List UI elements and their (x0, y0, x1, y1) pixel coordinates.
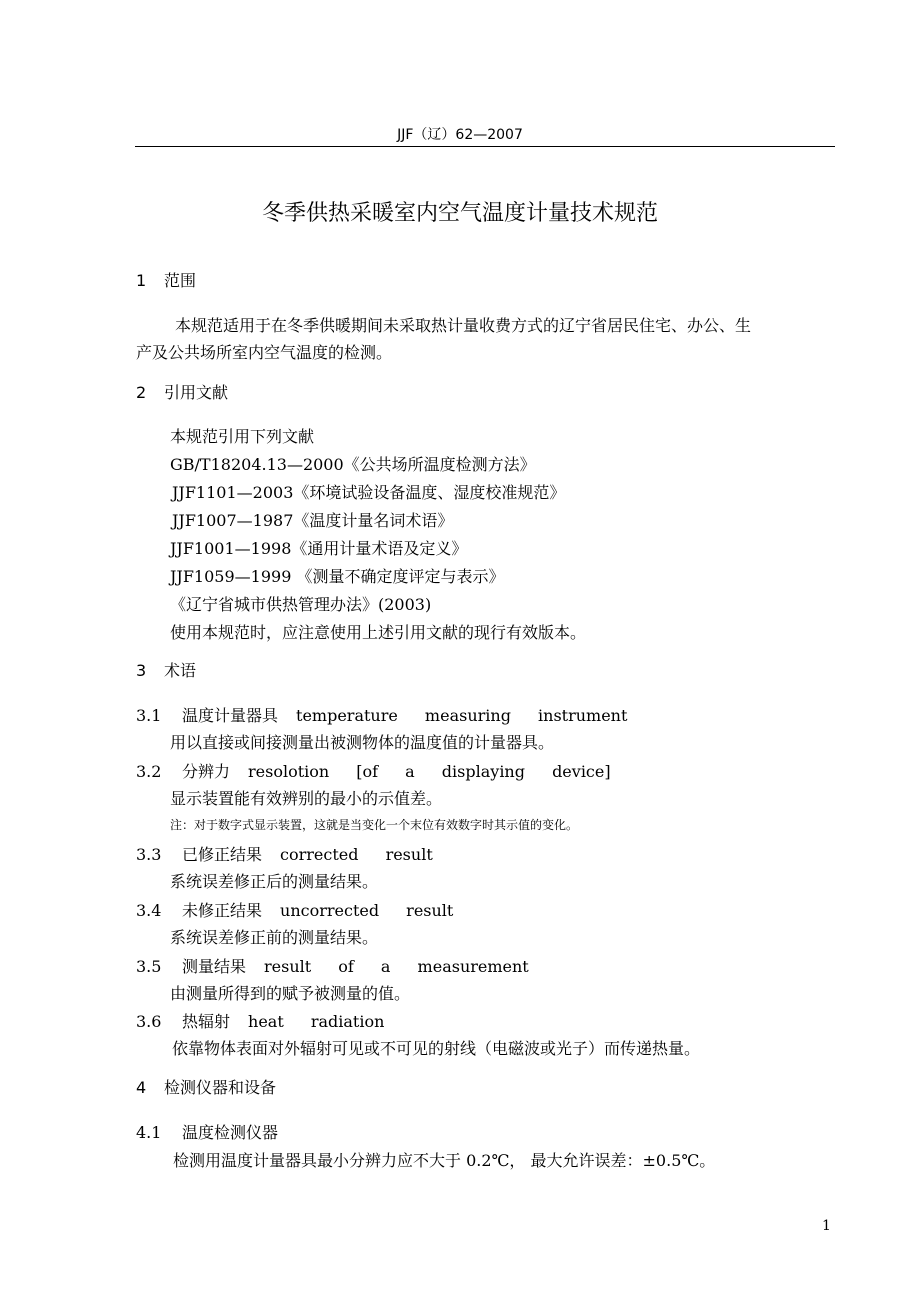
term-heading (136, 842, 433, 865)
term-heading (136, 703, 627, 726)
term-chinese: 测量结果 (182, 957, 247, 976)
section-2-heading (136, 380, 228, 403)
document-code: JJF（辽）62—2007 (397, 127, 523, 143)
term-number: 3.3 (136, 845, 162, 864)
term-english: resolotion [of a displaying device] (248, 762, 611, 781)
section-1-heading (136, 268, 196, 291)
references-closing: 使用本规范时，应注意使用上述引用文献的现行有效版本。 (170, 623, 587, 642)
term-definition: 依靠物体表面对外辐射可见或不可见的射线（电磁波或光子）而传递热量。 (172, 1039, 701, 1058)
section-number: 3 (136, 661, 147, 680)
reference-item: JJF1001—1998《通用计量术语及定义》 (170, 539, 468, 558)
document-title: 冬季供热采暖室内空气温度计量技术规范 (261, 201, 658, 226)
term-chinese: 未修正结果 (182, 901, 263, 920)
term-definition: 系统误差修正前的测量结果。 (170, 928, 379, 947)
term-definition: 用以直接或间接测量出被测物体的温度值的计量器具。 (170, 733, 555, 752)
section-title: 检测仪器和设备 (164, 1078, 277, 1097)
page-number: 1 (822, 1218, 831, 1234)
reference-item: JJF1101—2003《环境试验设备温度、湿度校准规范》 (172, 483, 566, 502)
references-intro: 本规范引用下列文献 (170, 427, 315, 446)
term-english: corrected result (280, 845, 433, 864)
subsection-heading (136, 1120, 278, 1143)
reference-item: JJF1059—1999 《测量不确定度评定与表示》 (170, 567, 505, 586)
term-definition: 由测量所得到的赋予被测量的值。 (170, 984, 411, 1003)
term-heading (136, 954, 529, 977)
subsection-title: 温度检测仪器 (182, 1123, 279, 1142)
term-number: 3.1 (136, 706, 162, 725)
term-number: 3.5 (136, 957, 162, 976)
section-number: 1 (136, 271, 147, 290)
term-number: 3.2 (136, 762, 162, 781)
section-title: 术语 (164, 661, 197, 680)
term-number: 3.6 (136, 1012, 162, 1031)
term-definition: 系统误差修正后的测量结果。 (170, 872, 379, 891)
section-3-heading (136, 658, 196, 681)
subsection-number: 4.1 (136, 1123, 162, 1142)
term-english: result of a measurement (264, 957, 529, 976)
term-heading (136, 898, 453, 921)
term-english: heat radiation (248, 1012, 385, 1031)
section-1-paragraph-line-2: 产及公共场所室内空气温度的检测。 (136, 343, 393, 362)
term-english: uncorrected result (280, 901, 454, 920)
section-title: 范围 (164, 271, 197, 290)
term-note: 注：对于数字式显示装置，这就是当变化一个末位有效数字时其示值的变化。 (170, 818, 579, 832)
section-1-paragraph-line-1: 本规范适用于在冬季供暖期间未采取热计量收费方式的辽宁省居民住宅、办公、生 (175, 316, 752, 335)
section-number: 2 (136, 383, 147, 402)
term-heading (136, 759, 611, 782)
term-definition: 显示装置能有效辨别的最小的示值差。 (170, 789, 443, 808)
reference-item: 《辽宁省城市供热管理办法》(2003) (170, 595, 432, 614)
subsection-text: 检测用温度计量器具最小分辨力应不大于 0.2℃， 最大允许误差：±0.5℃。 (173, 1151, 716, 1170)
term-heading (136, 1009, 384, 1032)
term-chinese: 热辐射 (182, 1012, 231, 1031)
reference-item: GB/T18204.13—2000《公共场所温度检测方法》 (170, 455, 536, 474)
term-chinese: 温度计量器具 (182, 706, 279, 725)
section-4-heading (136, 1075, 276, 1098)
term-number: 3.4 (136, 901, 162, 920)
term-chinese: 已修正结果 (182, 845, 263, 864)
section-title: 引用文献 (164, 383, 229, 402)
reference-item: JJF1007—1987《温度计量名词术语》 (172, 511, 454, 530)
header-divider (135, 146, 835, 147)
term-english: temperature measuring instrument (296, 706, 628, 725)
section-number: 4 (136, 1078, 147, 1097)
term-chinese: 分辨力 (182, 762, 231, 781)
